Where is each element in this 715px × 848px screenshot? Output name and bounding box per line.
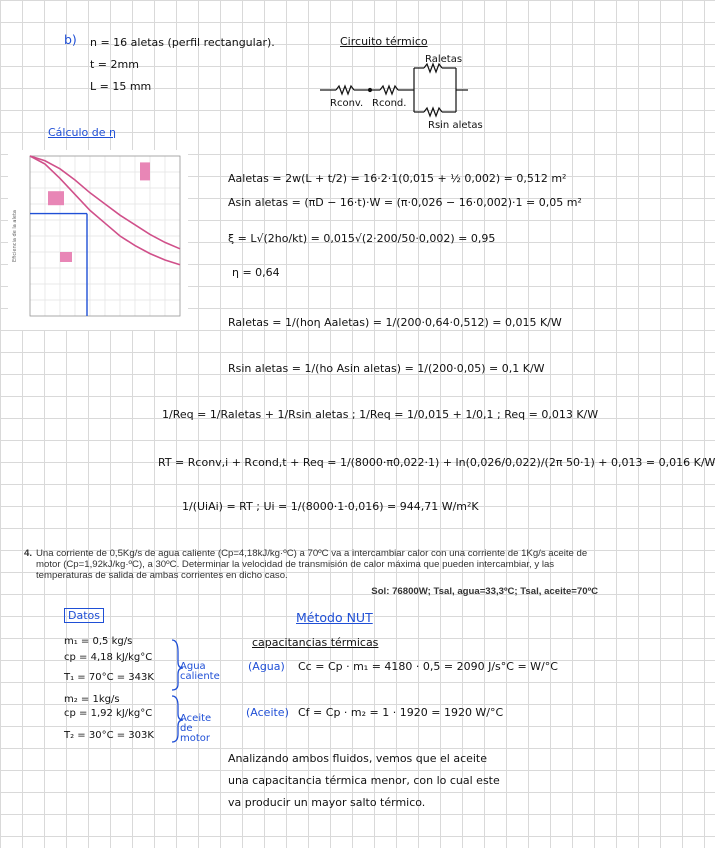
datos-cp2: cp = 1,92 kJ/kg°C: [64, 708, 153, 719]
datos-cp1: cp = 4,18 kJ/kg°C: [64, 652, 153, 663]
nut-text-line-2: una capacitancia térmica menor, con lo cual este: [228, 774, 500, 787]
thermal-circuit-diagram: [318, 50, 498, 130]
agua-caliente-label: Agua caliente: [180, 661, 220, 682]
eq-eta: η = 0,64: [232, 266, 280, 279]
aceite-motor-label: Aceite de motor: [180, 713, 212, 744]
chart-fin-sketch-2: [140, 162, 150, 180]
datos-m2: m₂ = 1kg/s: [64, 694, 120, 705]
eq-req: 1/Req = 1/Raletas + 1/Rsin aletas ; 1/Req = 1/0,015 + 1/0,1 ; Req = 0,013 K/W: [162, 408, 599, 421]
eq-r-aletas: Raletas = 1/(hoη Aaletas) = 1/(200·0,64·0,512) = 0,015 K/W: [228, 316, 562, 329]
eq-rt: RT = Rconv,i + Rcond,t + Req = 1/(8000·π0,022·1) + ln(0,026/0,022)/(2π 50·1) + 0,013 = 0,016 K/W: [158, 456, 715, 469]
nut-text-line-1: Analizando ambos fluidos, vemos que el aceite: [228, 752, 488, 765]
nut-agua-eq: Cc = Cp · m₁ = 4180 · 0,5 = 2090 J/s°C = W/°C: [298, 660, 558, 673]
eq-r-sin-aletas: Rsin aletas = 1/(ho Asin aletas) = 1/(200·0,05) = 0,1 K/W: [228, 362, 545, 375]
datos-title: Datos: [64, 608, 104, 623]
eq-area-sin-aletas: Asin aletas = (πD − 16·t)·W = (π·0,026 − 16·0,002)·1 = 0,05 m²: [228, 196, 582, 209]
eq-ui: 1/(UiAi) = RT ; Ui = 1/(8000·1·0,016) = 944,71 W/m²K: [182, 500, 479, 513]
fin-count-line: n = 16 aletas (perfil rectangular).: [90, 36, 275, 49]
problem-text: Una corriente de 0,5Kg/s de agua caliente (Cp=4,18kJ/kg·ºC) a 70ºC va a intercambiar calor con una corriente de 1Kg/s aceite de motor (Cp=1,92kJ/kg·ºC), a 30ºC. Determinar la velocidad de transmisión de calor máxima que pueden intercambiar, y las temperaturas de salida de ambas corrientes en dicho caso.: [36, 548, 588, 581]
datos-t2: T₂ = 30°C = 303K: [64, 730, 154, 741]
datos-t1: T₁ = 70°C = 343K: [64, 672, 154, 683]
r-conv-label: Rconv.: [330, 98, 364, 109]
datos-m1: m₁ = 0,5 kg/s: [64, 636, 133, 647]
calc-eta-title: Cálculo de η: [48, 126, 116, 139]
eq-area-aletas: Aaletas = 2w(L + t/2) = 16·2·1(0,015 + ½ 0,002) = 0,512 m²: [228, 172, 567, 185]
r-sin-aletas-label: Rsin aletas: [428, 120, 483, 131]
chart-fin-sketch-3: [60, 252, 72, 262]
chart-ylabel: Eficiencia de la aleta: [12, 210, 18, 262]
r-aletas-label: Raletas: [425, 54, 463, 65]
eq-xi: ξ = L√(2ho/kt) = 0,015√(2·200/50·0,002) = 0,95: [228, 232, 496, 245]
thickness-line: t = 2mm: [90, 58, 139, 71]
nut-title: Método NUT: [296, 610, 373, 625]
problem-solution: Sol: 76800W; Tsal, agua=33,3ºC; Tsal, aceite=70ºC: [371, 586, 598, 597]
r-cond-label: Rcond.: [372, 98, 407, 109]
nut-aceite-eq: Cf = Cp · m₂ = 1 · 1920 = 1920 W/°C: [298, 706, 504, 719]
part-b-heading: b): [64, 32, 77, 47]
fin-efficiency-chart-svg: [8, 150, 188, 330]
length-line: L = 15 mm: [90, 80, 152, 93]
problem-statement: [24, 548, 602, 581]
nut-aceite-tag: (Aceite): [246, 706, 289, 719]
chart-fin-sketch-1: [48, 191, 64, 205]
problem-number: 4.: [24, 548, 33, 559]
nut-subtitle: capacitancias térmicas: [252, 636, 379, 649]
circuit-title: Circuito térmico: [340, 35, 428, 48]
nut-agua-tag: (Agua): [248, 660, 285, 673]
nut-text-line-3: va producir un mayor salto térmico.: [228, 796, 426, 809]
fin-efficiency-chart: [8, 150, 188, 330]
